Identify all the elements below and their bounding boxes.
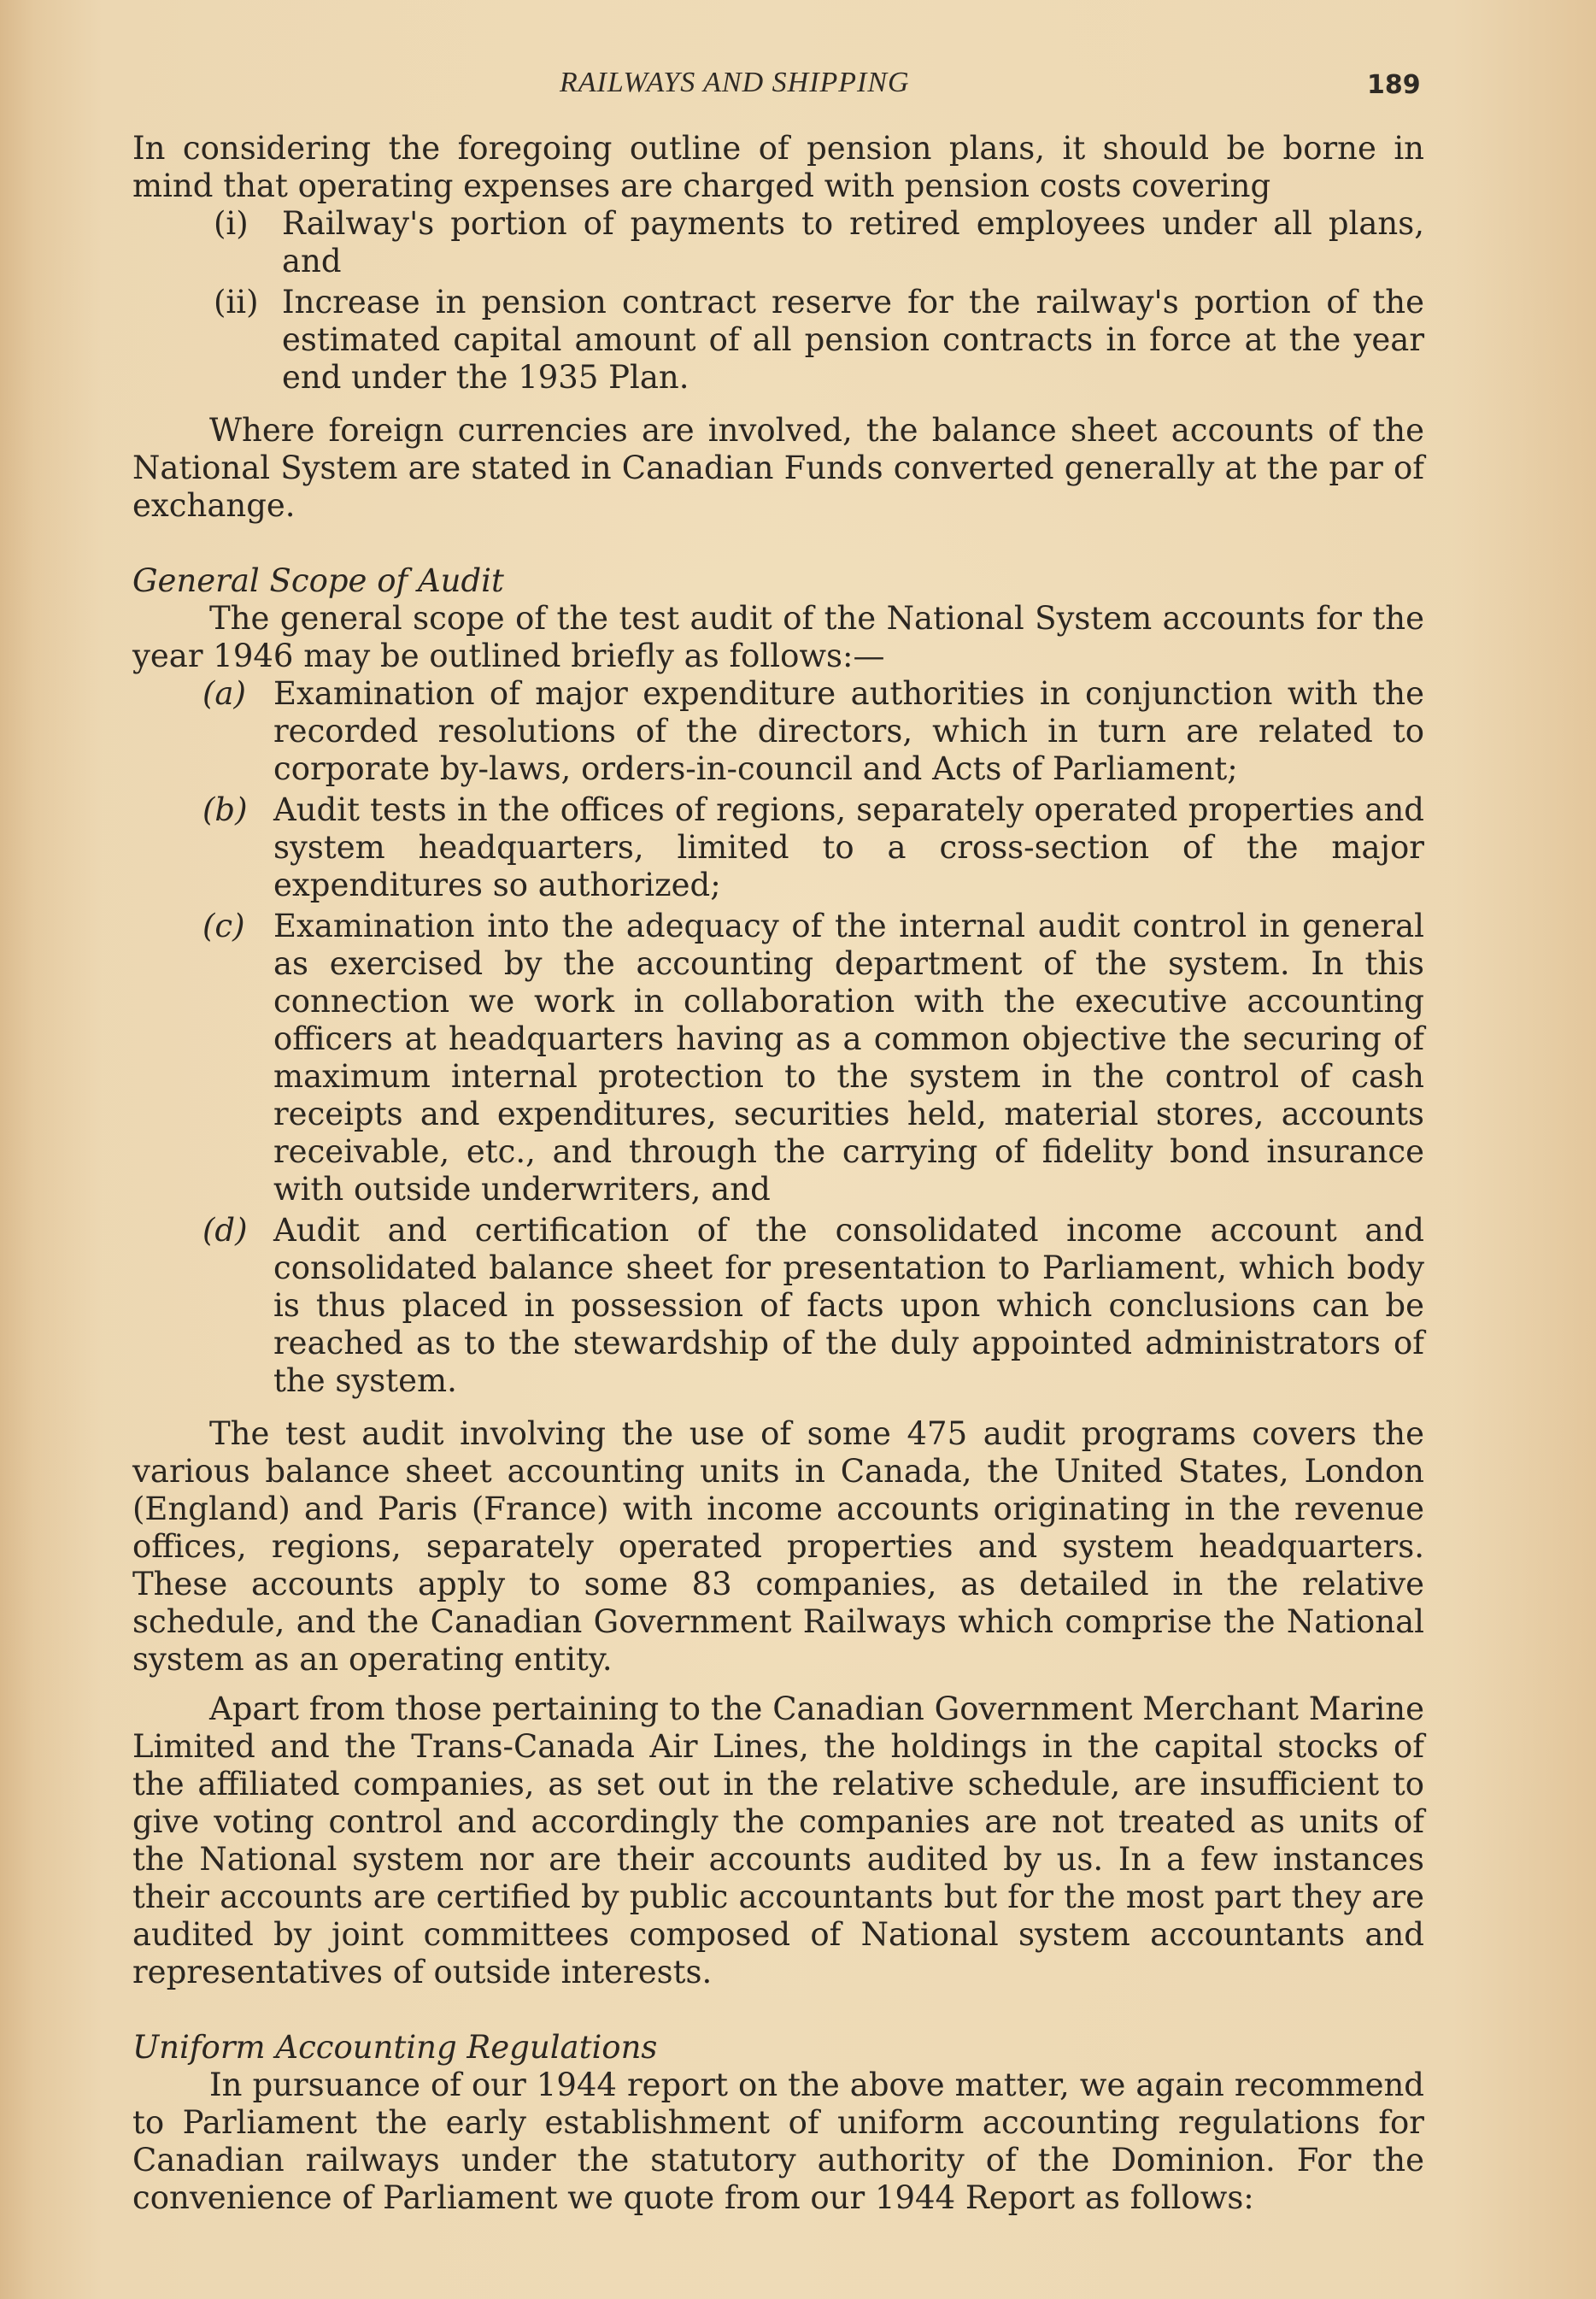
list-item (132, 791, 1424, 904)
list-item (132, 1212, 1424, 1400)
list-item (132, 675, 1424, 788)
list-marker: (i) (214, 205, 249, 242)
page-header (0, 67, 1596, 109)
list-marker: (d) (202, 1212, 248, 1249)
paragraph-uniform-accounting: In pursuance of our 1944 report on the above matter, we again recommend to Parliament the early establishment of uniform accounting regulations for Canadian railways under the statutory authority of the Dominion. For the convenience of Parliament we quote from our 1944 Report as follows: (132, 2067, 1424, 2216)
heading-uniform-accounting: Uniform Accounting Regulations (132, 2029, 658, 2066)
list-item (132, 284, 1424, 397)
heading-general-scope: General Scope of Audit (132, 562, 504, 599)
list-marker: (b) (202, 791, 248, 828)
list-item-text: Audit tests in the offices of regions, separately operated properties and system headquarters, limited to a cross-section of the major expenditures so authorized; (273, 791, 1424, 903)
list-item-text: Railway's portion of payments to retired employees under all plans, and (282, 205, 1424, 279)
list-item (132, 908, 1424, 1208)
paragraph-pension-intro: In considering the foregoing outline of pension plans, it should be borne in mind that operating expenses are charged with pension costs covering (132, 130, 1424, 204)
list-marker: (c) (202, 908, 245, 944)
paragraph-audit-programs: The test audit involving the use of some 475 audit programs covers the various balance sheet accounting units in Canada, the United States, London (England) and Paris (France) with income accounts originating in the revenue offices, regions, separately operated properties and system headquarters. These accounts apply to some 83 companies, as detailed in the relative schedule, and the Canadian Government Railways which comprise the National system as an operating entity. (132, 1415, 1424, 1678)
list-marker: (ii) (214, 284, 259, 320)
paragraph-foreign-currencies: Where foreign currencies are involved, the balance sheet accounts of the National System are stated in Canadian Funds converted generally at the par of exchange. (132, 412, 1424, 524)
page-number: 189 (1367, 70, 1421, 100)
paragraph-affiliated-companies: Apart from those pertaining to the Canadian Government Merchant Marine Limited and the Trans-Canada Air Lines, the holdings in the capital stocks of the affiliated companies, as set out in the relative schedule, are insufficient to give voting control and accordingly the companies are not treated as units of the National system nor are their accounts audited by us. In a few instances their accounts are certified by public accountants but for the most part they are audited by joint committees composed of National system accountants and representatives of outside interests. (132, 1690, 1424, 1990)
list-item (132, 205, 1424, 280)
paragraph-scope-intro: The general scope of the test audit of the National System accounts for the year 1946 may be outlined briefly as follows:— (132, 600, 1424, 674)
page-body (132, 130, 1424, 2217)
list-item-text: Audit and certification of the consolidated income account and consolidated balance sheet for presentation to Parliament, which body is thus placed in possession of facts upon which conclusions can be reached as to the stewardship of the duly appointed administrators of the system. (273, 1212, 1424, 1399)
running-title: RAILWAYS AND SHIPPING (560, 67, 910, 98)
list-item-text: Examination of major expenditure authorities in conjunction with the recorded resolutions of the directors, which in turn are related to corporate by-laws, orders-in-council and Acts of Parliament; (273, 675, 1424, 787)
list-item-text: Examination into the adequacy of the internal audit control in general as exercised by the accounting department of the system. In this connection we work in collaboration with the executive accounting officers at headquarters having as a common objective the securing of maximum internal protection to the system in the control of cash receipts and expenditures, securities held, material stores, accounts receivable, etc., and through the carrying of fidelity bond insurance with outside underwriters, and (273, 908, 1424, 1208)
scope-list (132, 675, 1424, 1400)
pension-cost-list (132, 205, 1424, 397)
list-marker: (a) (202, 675, 246, 712)
list-item-text: Increase in pension contract reserve for the railway's portion of the estimated capital amount of all pension contracts in force at the year end under the 1935 Plan. (282, 284, 1424, 396)
